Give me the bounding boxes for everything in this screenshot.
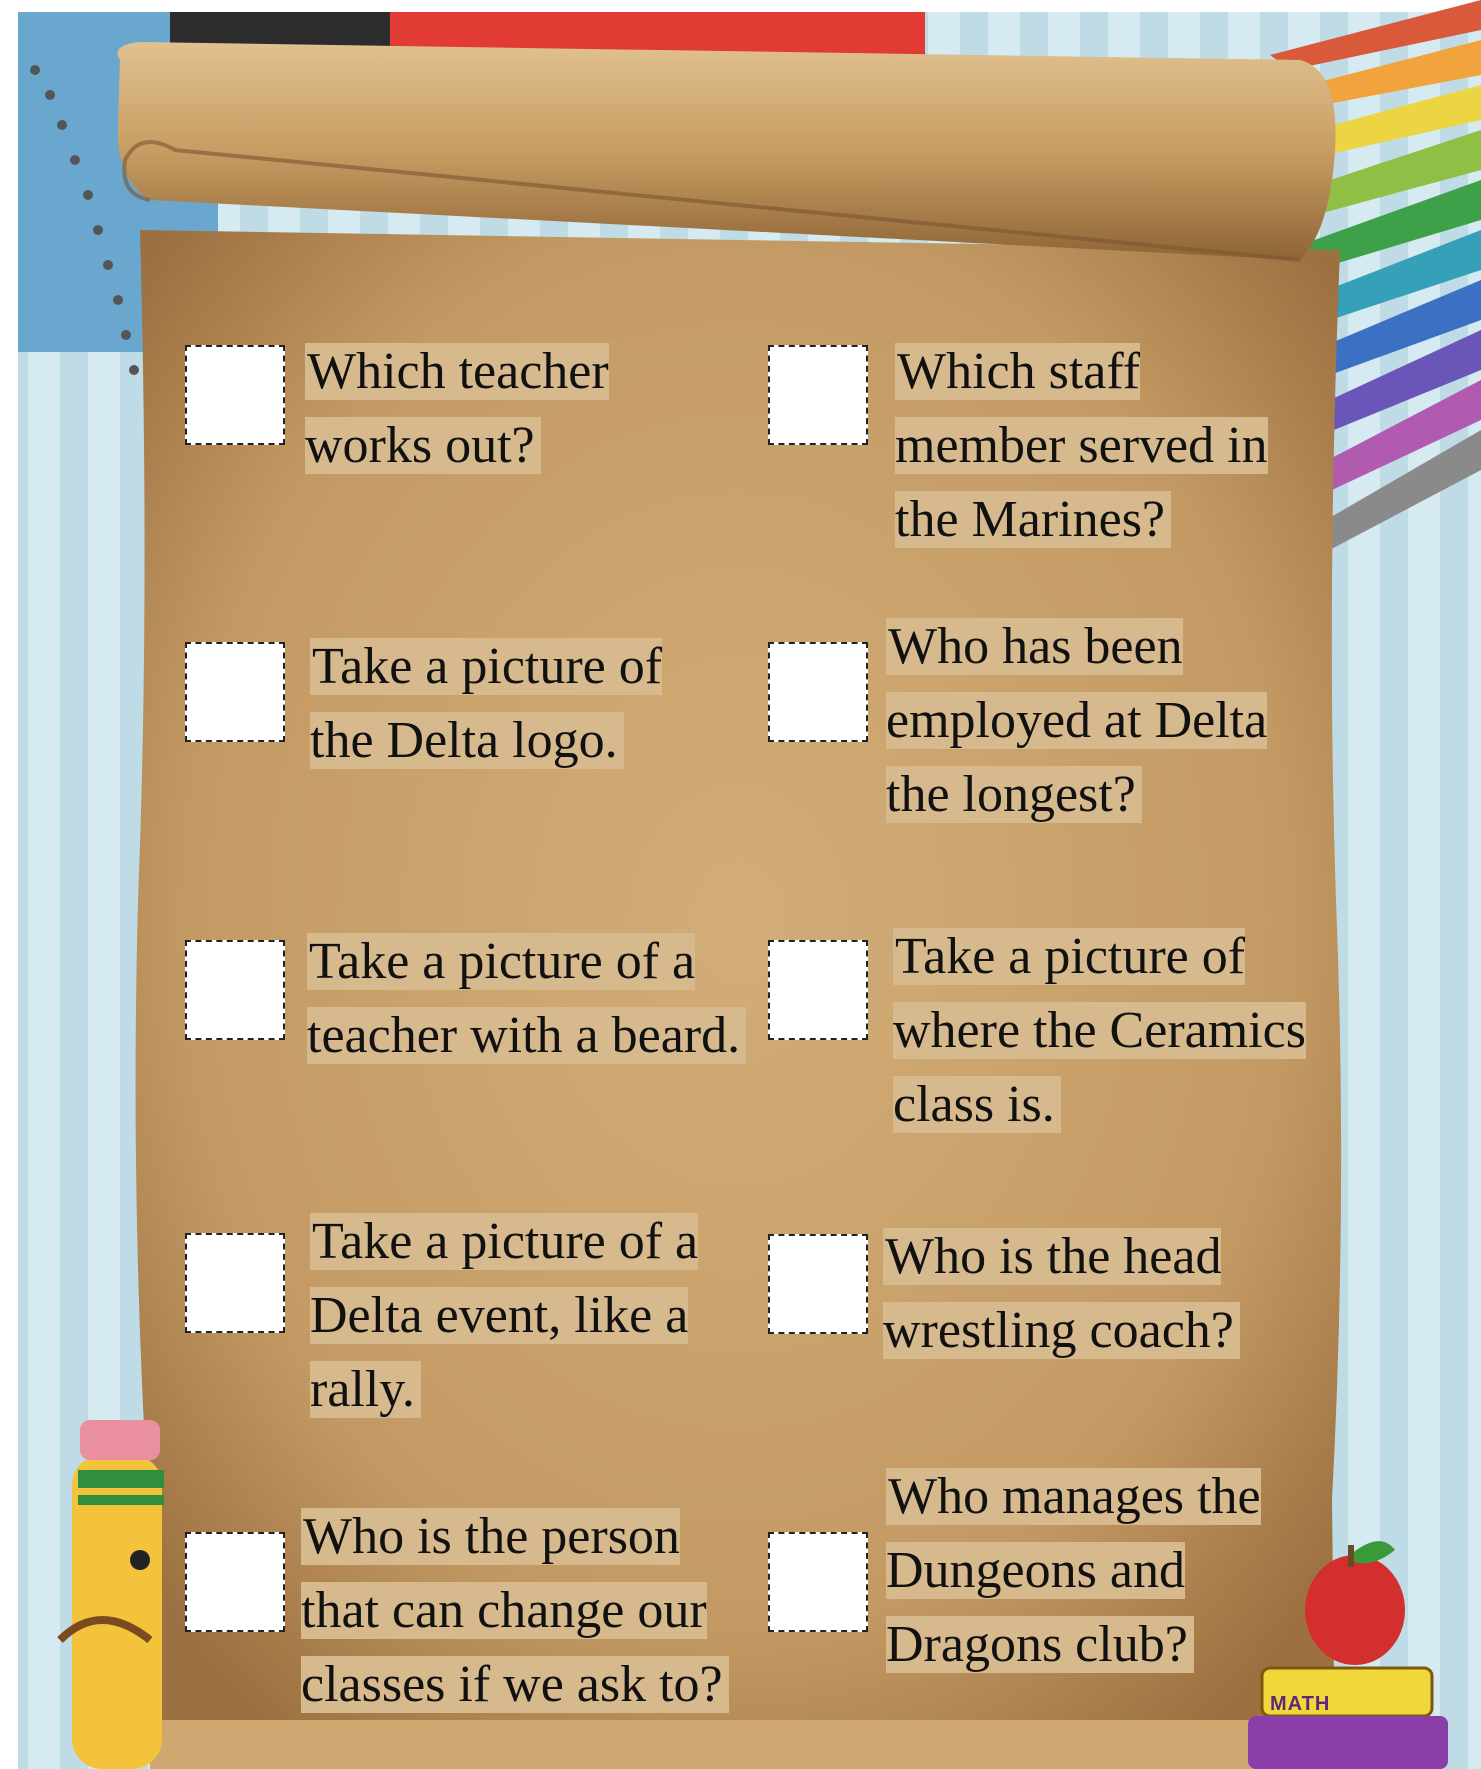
checkbox[interactable]: [768, 642, 868, 742]
book-label: MATH: [1270, 1693, 1331, 1715]
question-text: Who is the person that can change our classes if we ask to?: [301, 1500, 761, 1722]
checkbox[interactable]: [768, 1532, 868, 1632]
checkbox[interactable]: [185, 345, 285, 445]
checkbox[interactable]: [185, 940, 285, 1040]
checkbox[interactable]: [185, 1233, 285, 1333]
question-text: Who manages the Dungeons and Dragons club?: [886, 1468, 1261, 1673]
checkbox[interactable]: [768, 940, 868, 1040]
checkbox[interactable]: [185, 1532, 285, 1632]
checkbox[interactable]: [768, 1234, 868, 1334]
checkbox[interactable]: [185, 642, 285, 742]
question-text: Take a picture of where the Ceramics class is.: [893, 928, 1306, 1133]
question-text: Who has been employed at Delta the longest?: [886, 618, 1268, 823]
question-text: Which staff member served in the Marines?: [895, 343, 1268, 548]
question-text: Take a picture of a Delta event, like a rally.: [310, 1213, 699, 1418]
question-text: Who is the head wrestling coach?: [883, 1220, 1303, 1368]
checkbox[interactable]: [768, 345, 868, 445]
question-text: Take a picture of the Delta logo.: [310, 638, 663, 769]
question-text: Which teacher works out?: [305, 343, 609, 474]
question-text: Take a picture of a teacher with a beard.: [307, 925, 747, 1073]
